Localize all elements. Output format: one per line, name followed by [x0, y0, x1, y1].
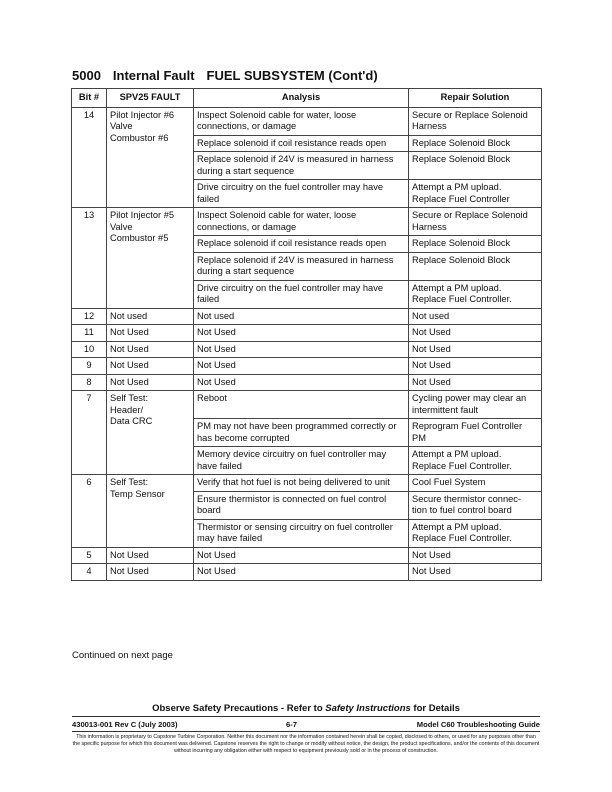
fault-name-cell — [107, 308, 194, 325]
cell-line: Replace Fuel Controller. — [412, 460, 512, 471]
analysis-cell: Not Used — [194, 341, 409, 358]
analysis-cell: Thermistor or sensing circuitry on fuel controller may have failed — [194, 519, 409, 547]
repair-cell: Cool Fuel System — [409, 475, 542, 492]
fault-code: 5000 — [72, 68, 101, 83]
repair-cell: Reprogram Fuel Controller PM — [409, 419, 542, 447]
subsystem-name: FUEL SUBSYSTEM (Cont'd) — [206, 68, 378, 83]
bit-number: 11 — [72, 325, 107, 342]
safety-suffix: for Details — [410, 703, 460, 714]
cell-line: Valve — [110, 221, 133, 232]
cell-line: Data CRC — [110, 416, 153, 426]
repair-cell: Replace Solenoid Block — [409, 236, 542, 253]
analysis-cell: Inspect Solenoid cable for water, loose connections, or damage — [194, 107, 409, 135]
bit-number: 14 — [72, 107, 107, 208]
analysis-cell: Verify that hot fuel is not being delivered to unit — [194, 475, 409, 492]
repair-cell: Not Used — [409, 564, 542, 581]
fault-name-cell — [107, 391, 194, 475]
fault-name-cell — [107, 107, 194, 208]
analysis-cell: Drive circuitry on the fuel controller may have failed — [194, 180, 409, 208]
repair-cell: Replace Solenoid Block — [409, 135, 542, 152]
repair-cell: Replace Solenoid Block — [409, 152, 542, 180]
cell-line: Attempt a PM upload. — [412, 182, 502, 192]
bit-number: 5 — [72, 547, 107, 564]
legal-notice: This information is proprietary to Capstone Turbine Corporation. Neither this document nor the information contained herein shall be copied, disclosed to others, or used for any purposes other than the specific purpose for which this document was delivered. Capstone reserves the right to change or modify without notice, the design, the product specifications, and/or the contents of this document without incurring any obligation either with respect to equipment previously sold or in the process of construction. — [72, 734, 540, 754]
bit-number: 7 — [72, 391, 107, 475]
analysis-cell: Replace solenoid if coil resistance reads open — [194, 236, 409, 253]
bit-number: 10 — [72, 341, 107, 358]
cell-line: Not Used — [110, 566, 149, 576]
safety-notice — [72, 703, 540, 714]
safety-emphasis: Safety Instructions — [325, 703, 411, 714]
repair-cell: Not used — [409, 308, 542, 325]
cell-line: Valve — [110, 121, 133, 131]
page-number: 6-7 — [286, 720, 297, 729]
cell-line: Replace Fuel Controller. — [412, 533, 512, 543]
cell-line: Not Used — [110, 360, 149, 370]
repair-cell: Not Used — [409, 325, 542, 342]
analysis-cell: Not used — [194, 308, 409, 325]
cell-line: Header/ — [110, 404, 144, 415]
table-row — [72, 547, 542, 564]
table-row — [72, 325, 542, 342]
cell-line: Replace Fuel Controller. — [412, 294, 512, 304]
header-analysis: Analysis — [194, 89, 409, 108]
cell-line: Temp Sensor — [110, 488, 165, 499]
repair-cell: Not Used — [409, 341, 542, 358]
fault-name-cell — [107, 374, 194, 391]
bit-number: 4 — [72, 564, 107, 581]
repair-cell — [409, 180, 542, 208]
doc-number: 430013-001 Rev C (July 2003) — [72, 720, 178, 729]
repair-cell: Replace Solenoid Block — [409, 252, 542, 280]
table-row — [72, 208, 542, 236]
bit-number: 6 — [72, 475, 107, 548]
analysis-cell: Not Used — [194, 325, 409, 342]
analysis-cell: Replace solenoid if 24V is measured in harness during a start sequence — [194, 152, 409, 180]
fault-table — [71, 88, 542, 581]
continued-note: Continued on next page — [72, 650, 173, 661]
cell-line: Attempt a PM upload. — [412, 449, 502, 459]
cell-line: Self Test: — [110, 393, 149, 403]
repair-cell: Cycling power may clear an intermittent fault — [409, 391, 542, 419]
footer-divider-2 — [72, 731, 540, 732]
repair-cell: Not Used — [409, 374, 542, 391]
header-repair: Repair Solution — [409, 89, 542, 108]
table-row — [72, 564, 542, 581]
analysis-cell: Memory device circuitry on fuel controller may have failed — [194, 447, 409, 475]
cell-line: Self Test: — [110, 477, 149, 487]
bit-number: 12 — [72, 308, 107, 325]
analysis-cell: Not Used — [194, 374, 409, 391]
cell-line: Replace Fuel Controller — [412, 193, 510, 204]
bit-number: 8 — [72, 374, 107, 391]
analysis-cell: Inspect Solenoid cable for water, loose connections, or damage — [194, 208, 409, 236]
cell-line: Combustor #5 — [110, 233, 169, 243]
fault-name-cell — [107, 341, 194, 358]
fault-name-cell — [107, 564, 194, 581]
analysis-cell: Not Used — [194, 547, 409, 564]
cell-line: Not Used — [110, 376, 149, 387]
table-row — [72, 308, 542, 325]
analysis-cell: Not Used — [194, 564, 409, 581]
bit-number: 13 — [72, 208, 107, 309]
table-row — [72, 391, 542, 419]
cell-line: Attempt a PM upload. — [412, 282, 502, 293]
repair-cell — [409, 491, 542, 519]
repair-cell — [409, 280, 542, 308]
header-fault: SPV25 FAULT — [107, 89, 194, 108]
fault-name-cell — [107, 208, 194, 309]
table-header-row — [72, 89, 542, 108]
table-row — [72, 107, 542, 135]
table-row — [72, 475, 542, 492]
cell-line: Pilot Injector #5 — [110, 210, 175, 220]
fault-name-cell — [107, 325, 194, 342]
repair-cell: Not Used — [409, 358, 542, 375]
cell-line: Not Used — [110, 549, 149, 560]
table-row — [72, 358, 542, 375]
cell-line: Not Used — [110, 327, 149, 337]
table-row — [72, 341, 542, 358]
analysis-cell: Replace solenoid if 24V is measured in harness during a start sequence — [194, 252, 409, 280]
table-body — [72, 107, 542, 580]
analysis-cell: Not Used — [194, 358, 409, 375]
repair-cell: Secure or Replace Solenoid Harness — [409, 107, 542, 135]
page-title — [72, 68, 378, 83]
fault-name-cell — [107, 358, 194, 375]
header-bit: Bit # — [72, 89, 107, 108]
fault-name-cell — [107, 547, 194, 564]
table-row — [72, 374, 542, 391]
guide-title: Model C60 Troubleshooting Guide — [416, 720, 540, 729]
cell-line: Combustor #6 — [110, 132, 169, 143]
cell-line: Not used — [110, 310, 148, 321]
analysis-cell: Drive circuitry on the fuel controller may have failed — [194, 280, 409, 308]
cell-line: tion to fuel control board — [412, 505, 512, 515]
repair-cell — [409, 519, 542, 547]
repair-cell — [409, 447, 542, 475]
bit-number: 9 — [72, 358, 107, 375]
cell-line: Not Used — [110, 343, 149, 354]
analysis-cell: Ensure thermistor is connected on fuel control board — [194, 491, 409, 519]
repair-cell: Secure or Replace Solenoid Harness — [409, 208, 542, 236]
cell-line: Attempt a PM upload. — [412, 521, 502, 532]
analysis-cell: Replace solenoid if coil resistance reads open — [194, 135, 409, 152]
fault-name: Internal Fault — [112, 68, 195, 83]
footer-divider — [72, 716, 540, 717]
repair-cell: Not Used — [409, 547, 542, 564]
analysis-cell: PM may not have been programmed correctly or has become corrupted — [194, 419, 409, 447]
analysis-cell: Reboot — [194, 391, 409, 419]
cell-line: Pilot Injector #6 — [110, 109, 175, 120]
fault-name-cell — [107, 475, 194, 548]
safety-prefix: Observe Safety Precautions - Refer to — [152, 703, 326, 714]
cell-line: Secure thermistor connec- — [412, 493, 522, 504]
